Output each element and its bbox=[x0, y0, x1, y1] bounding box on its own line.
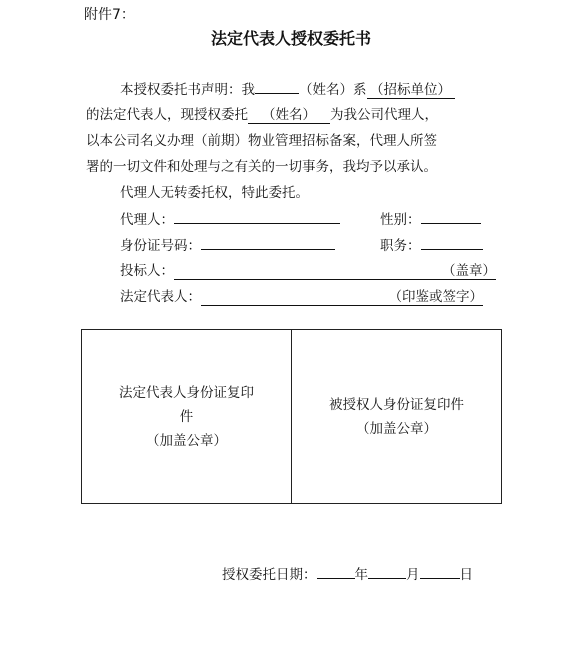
attachment-label: 附件7： bbox=[84, 7, 135, 23]
month-input-line[interactable] bbox=[368, 563, 406, 579]
position-field-row bbox=[380, 234, 483, 257]
paragraph-line-1 bbox=[120, 78, 455, 101]
bidder-input-line[interactable]: （盖章） bbox=[174, 263, 496, 280]
paragraph-line-5: 代理人无转委托权，特此委托。 bbox=[120, 185, 309, 201]
day-input-line[interactable] bbox=[420, 563, 460, 579]
month-label: 月 bbox=[406, 567, 420, 583]
cell-text: 被授权人身份证复印件 bbox=[329, 396, 464, 413]
id-number-input-line[interactable] bbox=[201, 234, 335, 250]
agent-field-row bbox=[120, 208, 340, 231]
agent-input-line[interactable] bbox=[174, 208, 340, 224]
legal-rep-input-line[interactable]: （印鉴或签字） bbox=[201, 289, 483, 306]
paragraph-text: 为我公司代理人， bbox=[330, 107, 438, 123]
gender-field-row bbox=[380, 208, 481, 231]
position-input-line[interactable] bbox=[421, 234, 483, 250]
id-number-label: 身份证号码： bbox=[120, 238, 201, 254]
paragraph-text: 的法定代表人，现授权委托 bbox=[86, 107, 248, 123]
id-copy-table bbox=[81, 329, 502, 504]
bidder-label: 投标人： bbox=[120, 263, 174, 279]
id-field-row bbox=[120, 234, 335, 257]
gender-input-line[interactable] bbox=[421, 208, 481, 224]
legal-rep-field-row bbox=[120, 286, 483, 308]
date-label: 授权委托日期： bbox=[222, 567, 317, 583]
agent-name-blank[interactable]: （姓名） bbox=[248, 107, 330, 124]
bidding-unit-blank[interactable]: （招标单位） bbox=[367, 82, 455, 99]
paragraph-text: 本授权委托书声明：我 bbox=[120, 82, 255, 98]
paragraph-line-2 bbox=[86, 104, 438, 126]
bidder-field-row bbox=[120, 260, 496, 282]
gender-label: 性别： bbox=[380, 212, 421, 228]
agent-id-copy-cell[interactable] bbox=[292, 330, 501, 503]
cell-note: （加盖公章） bbox=[146, 432, 227, 449]
cell-text: 件 bbox=[179, 408, 194, 425]
cell-note: （加盖公章） bbox=[356, 420, 437, 437]
name-blank[interactable] bbox=[255, 78, 299, 94]
legal-rep-id-copy-cell[interactable] bbox=[82, 330, 292, 503]
paragraph-line-4: 署的一切文件和处理与之有关的一切事务，我均予以承认。 bbox=[86, 159, 437, 175]
legal-rep-label: 法定代表人： bbox=[120, 289, 201, 305]
agent-label: 代理人： bbox=[120, 212, 174, 228]
position-label: 职务： bbox=[380, 238, 421, 254]
year-label: 年 bbox=[354, 567, 368, 583]
cell-text: 法定代表人身份证复印 bbox=[119, 384, 254, 401]
document-title: 法定代表人授权委托书 bbox=[210, 29, 371, 48]
paragraph-line-3: 以本公司名义办理（前期）物业管理招标备案，代理人所签 bbox=[86, 133, 437, 149]
authorization-date-row bbox=[222, 563, 473, 586]
day-label: 日 bbox=[459, 567, 473, 583]
year-input-line[interactable] bbox=[317, 563, 355, 579]
paragraph-text: （姓名）系 bbox=[299, 82, 367, 98]
